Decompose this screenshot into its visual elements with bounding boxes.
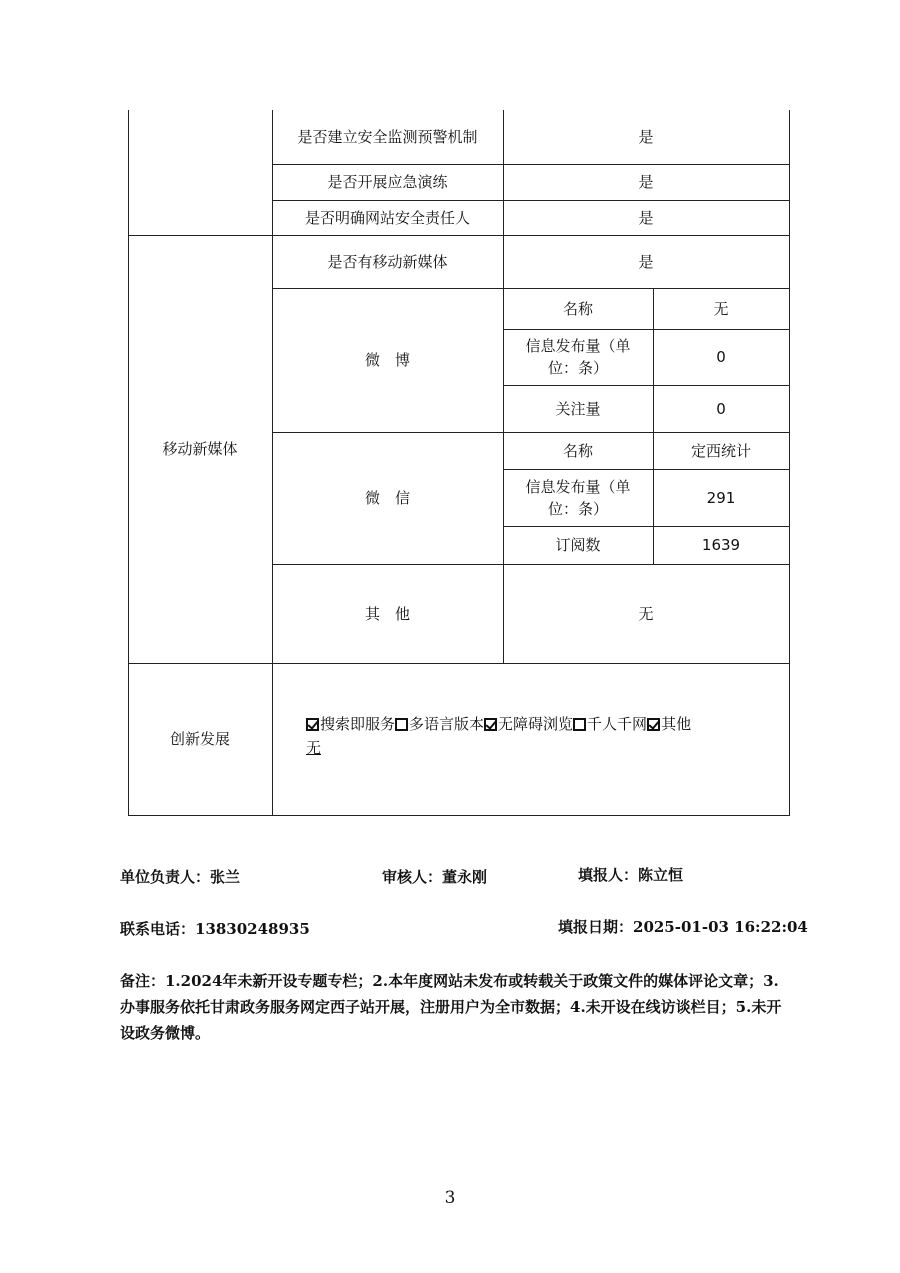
option-search-service[interactable]: 搜索即服务 (306, 715, 395, 733)
innovation-section-label: 创新发展 (169, 730, 230, 748)
checkbox-checked-icon[interactable] (306, 718, 319, 731)
innovation-options (306, 712, 786, 760)
checkbox-checked-icon[interactable] (484, 718, 497, 731)
page-number: 3 (444, 1188, 456, 1208)
weibo-posts-label: 信息发布量（单位：条） (525, 337, 631, 377)
reviewer: 审核人：董永刚 (382, 868, 488, 886)
remarks: 备注：1.2024年未新开设专题专栏；2.本年度网站未发布或转载关于政策文件的媒体评论文章；3.办事服务依托甘肃政务服务网定西子站开展，注册用户为全市数据；4.未开设在线访谈栏目；5.未开设政务微博。 (120, 972, 782, 1042)
wechat-posts-value: 291 (706, 488, 736, 507)
wechat-name-label: 名称 (562, 441, 593, 460)
wechat-label: 微 信 (364, 489, 410, 507)
weibo-follow-label: 关注量 (555, 399, 601, 418)
option-other[interactable]: 其他 (647, 715, 691, 733)
unit-head: 单位负责人：张兰 (120, 868, 241, 886)
other-value: 无 (638, 604, 654, 623)
other-label: 其 他 (364, 604, 410, 623)
mobile-section-label: 移动新媒体 (162, 440, 238, 458)
checkbox-unchecked-icon[interactable] (395, 718, 408, 731)
weibo-name-value: 无 (713, 299, 729, 318)
security-responsible-label: 是否明确网站安全责任人 (304, 208, 470, 227)
checkbox-checked-icon[interactable] (647, 718, 660, 731)
weibo-name-label: 名称 (562, 299, 593, 318)
option-multilingual[interactable]: 多语言版本 (395, 715, 484, 733)
contact-phone: 联系电话：13830248935 (120, 920, 310, 938)
security-responsible-value: 是 (638, 208, 654, 227)
innovation-other-text: 无 (306, 739, 322, 757)
weibo-follow-value: 0 (716, 399, 726, 418)
wechat-subs-label: 订阅数 (555, 536, 601, 554)
security-monitoring-label: 是否建立安全监测预警机制 (297, 128, 478, 146)
wechat-name-value: 定西统计 (690, 441, 751, 460)
option-accessibility[interactable]: 无障碍浏览 (484, 715, 573, 733)
weibo-label: 微 博 (364, 351, 410, 369)
security-monitoring-value: 是 (638, 128, 654, 146)
fill-date: 填报日期：2025-01-03 16:22:04 (558, 918, 808, 936)
option-personalized[interactable]: 千人千网 (573, 715, 647, 733)
checkbox-unchecked-icon[interactable] (573, 718, 586, 731)
weibo-posts-value: 0 (716, 348, 726, 366)
mobile-has-value: 是 (638, 252, 654, 271)
security-drill-label: 是否开展应急演练 (327, 173, 448, 191)
filler: 填报人：陈立恒 (578, 866, 684, 884)
security-drill-value: 是 (638, 173, 654, 191)
mobile-has-label: 是否有移动新媒体 (327, 252, 448, 271)
wechat-posts-label: 信息发布量（单位：条） (525, 477, 631, 518)
wechat-subs-value: 1639 (701, 536, 741, 554)
